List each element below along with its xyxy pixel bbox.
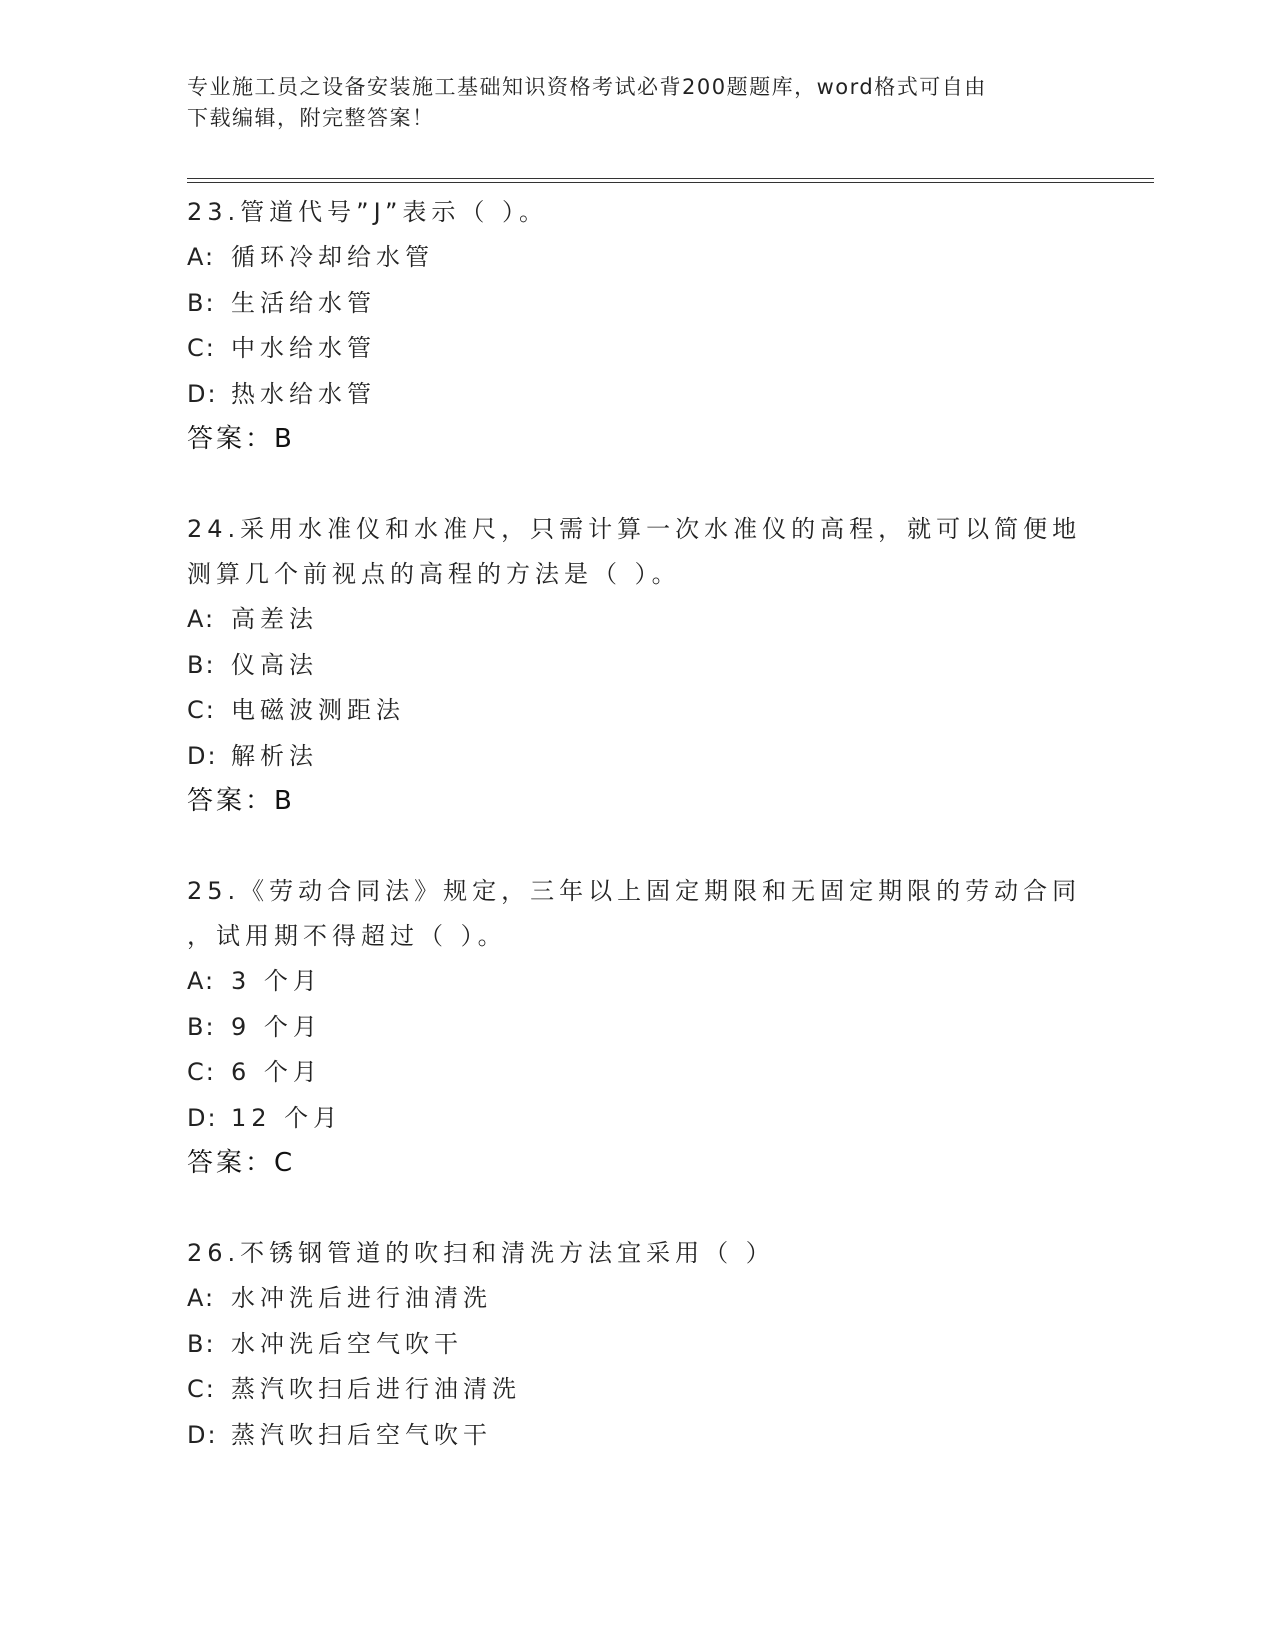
option-text: 仪高法 <box>231 650 318 679</box>
option-text: 高差法 <box>231 605 318 633</box>
option-a <box>187 1276 1087 1322</box>
option-d <box>187 1096 1087 1142</box>
header-divider-bottom <box>187 182 1154 183</box>
option-c <box>187 326 1087 372</box>
option-key: A: <box>187 243 216 271</box>
answer-line: 答案：B <box>187 786 295 816</box>
option-text: 生活给水管 <box>231 288 376 317</box>
option-c <box>187 1367 1087 1413</box>
answer-line: 答案：B <box>187 424 295 454</box>
option-key: A: <box>187 967 216 995</box>
question-stem: 25.《劳动合同法》规定，三年以上固定期限和无固定期限的劳动合同 <box>187 877 1082 905</box>
option-text: 3 个月 <box>231 967 322 995</box>
option-key: C: <box>187 1058 216 1086</box>
question-list <box>187 190 1087 1458</box>
option-text: 蒸汽吹扫后进行油清洗 <box>231 1375 521 1403</box>
question-stem-continued: 测算几个前视点的高程的方法是（ ）。 <box>187 560 681 588</box>
option-key: B: <box>187 650 216 679</box>
option-b <box>187 1322 1087 1368</box>
option-key: B: <box>187 288 216 317</box>
option-text: 12 个月 <box>231 1103 343 1132</box>
spacer <box>187 823 1087 869</box>
option-key: D: <box>187 1103 218 1132</box>
question-stem: 23.管道代号”J”表示（ ）。 <box>187 198 549 226</box>
header-line-1: 专业施工员之设备安装施工基础知识资格考试必背200题题库，word格式可自由 <box>187 75 987 99</box>
option-text: 热水给水管 <box>231 379 376 408</box>
option-a <box>187 597 1087 643</box>
option-b <box>187 643 1087 689</box>
option-d <box>187 1413 1087 1459</box>
option-key: B: <box>187 1329 216 1358</box>
spacer <box>187 1185 1087 1231</box>
option-b <box>187 281 1087 327</box>
option-b <box>187 1005 1087 1051</box>
option-d <box>187 734 1087 780</box>
option-key: B: <box>187 1012 216 1041</box>
option-key: D: <box>187 379 218 408</box>
question-23 <box>187 190 1087 461</box>
option-key: C: <box>187 334 216 362</box>
option-key: C: <box>187 1375 216 1403</box>
option-key: D: <box>187 1420 218 1449</box>
option-c <box>187 688 1087 734</box>
header-divider-top <box>187 178 1154 179</box>
answer-line: 答案：C <box>187 1148 296 1178</box>
option-a <box>187 959 1087 1005</box>
question-25 <box>187 869 1087 1185</box>
option-text: 水冲洗后进行油清洗 <box>231 1284 492 1312</box>
question-24 <box>187 507 1087 823</box>
option-text: 水冲洗后空气吹干 <box>231 1329 463 1358</box>
option-c <box>187 1050 1087 1096</box>
option-text: 蒸汽吹扫后空气吹干 <box>231 1420 492 1449</box>
option-key: C: <box>187 696 216 724</box>
question-stem: 24.采用水准仪和水准尺，只需计算一次水准仪的高程，就可以简便地 <box>187 515 1082 543</box>
option-key: D: <box>187 741 218 770</box>
option-text: 解析法 <box>231 741 318 770</box>
question-stem: 26.不锈钢管道的吹扫和清洗方法宜采用（ ） <box>187 1239 775 1267</box>
document-header <box>187 72 1067 134</box>
spacer <box>187 461 1087 507</box>
question-26 <box>187 1231 1087 1458</box>
option-key: A: <box>187 1284 216 1312</box>
option-text: 电磁波测距法 <box>231 696 405 724</box>
option-a <box>187 235 1087 281</box>
option-key: A: <box>187 605 216 633</box>
option-text: 6 个月 <box>231 1058 322 1086</box>
option-d <box>187 372 1087 418</box>
option-text: 9 个月 <box>231 1012 322 1041</box>
header-line-2: 下载编辑，附完整答案！ <box>187 106 435 130</box>
option-text: 中水给水管 <box>231 334 376 362</box>
question-stem-continued: ，试用期不得超过（ ）。 <box>187 922 507 950</box>
option-text: 循环冷却给水管 <box>231 243 434 271</box>
